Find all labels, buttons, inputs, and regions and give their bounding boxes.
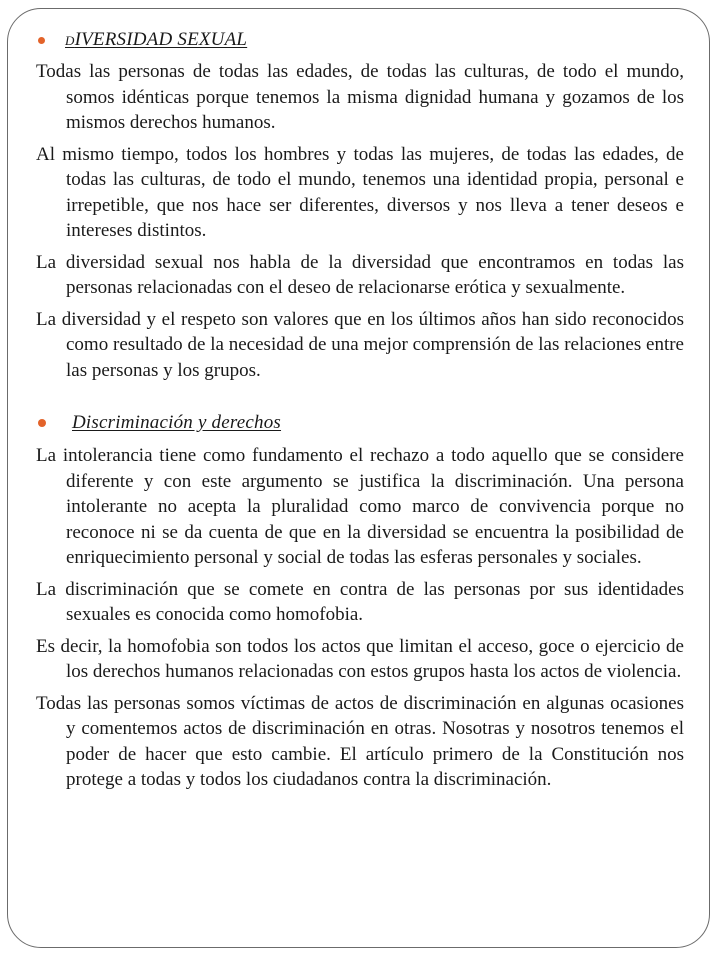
section-heading-discriminacion xyxy=(38,409,684,437)
section-heading-diversidad xyxy=(38,26,684,54)
section-spacer xyxy=(36,389,684,409)
paragraph: La diversidad y el respeto son valores que en los últimos años han sido reconocidos como resultado de la necesidad de una mejor comprensión de las relaciones entre las personas y los grupos. xyxy=(36,308,684,381)
bullet-dot-icon xyxy=(38,37,45,44)
paragraph: La diversidad sexual nos habla de la diversidad que encontramos en todas las personas relacionadas con el deseo de relacionarse erótica y sexualmente. xyxy=(36,251,684,298)
paragraph: Todas las personas de todas las edades, de todas las culturas, de todo el mundo, somos idénticas porque tenemos la misma dignidad humana y gozamos de los mismos derechos humanos. xyxy=(36,61,684,133)
bullet-dot-icon xyxy=(38,419,46,427)
paragraph: La discriminación que se comete en contra de las personas por sus identidades sexuales es conocida como homofobia. xyxy=(36,578,684,625)
paragraph: La intolerancia tiene como fundamento el rechazo a todo aquello que se considere diferente y con este argumento se justifica la discriminación. Una persona intolerante no acepta la pluralidad como marco de convivencia porque no reconoce ni se da cuenta de que en la diversidad se encuentra la posibilidad de enriquecimiento personal y social de todas las esferas personales y sociales. xyxy=(36,445,684,568)
paragraph: Es decir, la homofobia son todos los actos que limitan el acceso, goce o ejercicio de los derechos humanos relacionadas con estos grupos hasta los actos de violencia. xyxy=(36,635,684,682)
paragraph: Todas las personas somos víctimas de actos de discriminación en algunas ocasiones y comentemos actos de discriminación en otras. Nosotras y nosotros tenemos el poder de hacer que esto cambie. El artículo primero de la Constitución nos protege a todas y todos los ciudadanos contra la discriminación. xyxy=(36,692,684,790)
heading-rest: IVERSIDAD SEXUAL xyxy=(74,28,248,50)
heading-diversidad-sexual xyxy=(65,28,247,53)
paragraph: Al mismo tiempo, todos los hombres y todas las mujeres, de todas las edades, de todas las culturas, de todo el mundo, tenemos una identidad propia, personal e irrepetible, que nos hace ser diferentes, diversos y nos lleva a tener deseos e intereses distintos. xyxy=(36,143,684,241)
heading-first-letter: D xyxy=(65,32,75,48)
section-discriminacion-body xyxy=(36,443,684,793)
section-diversidad-body xyxy=(36,59,684,383)
slide-content xyxy=(36,26,684,799)
heading-discriminacion-derechos: Discriminación y derechos xyxy=(72,412,282,433)
